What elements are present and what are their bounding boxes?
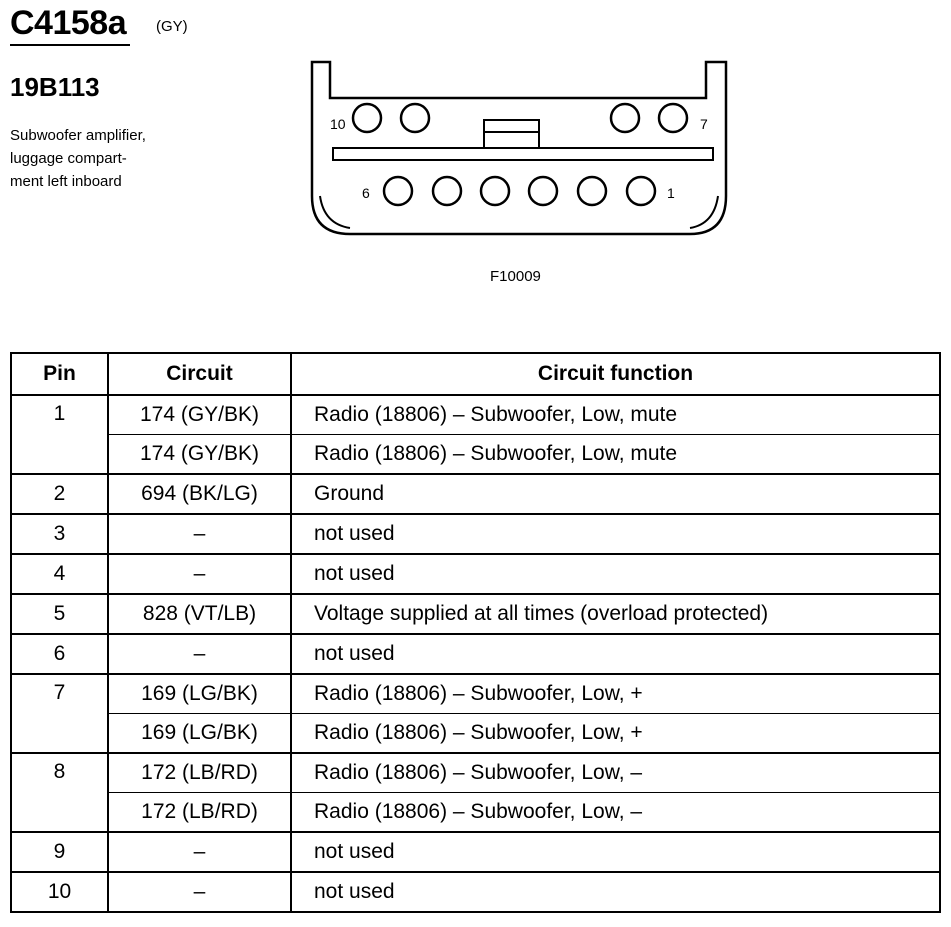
circuit-cell: 172 (LB/RD) bbox=[108, 793, 291, 833]
color-code: (GY) bbox=[156, 18, 188, 35]
circuit-cell: – bbox=[108, 832, 291, 872]
pin-6-cavity bbox=[384, 177, 412, 205]
pin-number: 6 bbox=[11, 634, 108, 674]
function-cell: not used bbox=[291, 832, 940, 872]
function-cell: Radio (18806) – Subwoofer, Low, + bbox=[291, 714, 940, 754]
table-row bbox=[11, 832, 940, 872]
pin-label-7: 7 bbox=[700, 116, 708, 132]
table-row bbox=[11, 634, 940, 674]
circuit-cell: 172 (LB/RD) bbox=[108, 753, 291, 793]
circuit-cell: – bbox=[108, 514, 291, 554]
table-row bbox=[11, 435, 940, 475]
pin-7-cavity bbox=[659, 104, 687, 132]
pin-3-cavity bbox=[529, 177, 557, 205]
pin-number: 3 bbox=[11, 514, 108, 554]
circuit-cell: – bbox=[108, 872, 291, 912]
pin-5-cavity bbox=[433, 177, 461, 205]
divider-bar bbox=[333, 148, 713, 160]
pin-8-cavity bbox=[611, 104, 639, 132]
header-pin: Pin bbox=[11, 353, 108, 395]
circuit-cell: 694 (BK/LG) bbox=[108, 474, 291, 514]
circuit-cell: 169 (LG/BK) bbox=[108, 714, 291, 754]
location-description bbox=[10, 124, 200, 193]
connector-id: C4158a bbox=[10, 2, 130, 46]
pin-number: 8 bbox=[11, 753, 108, 832]
table-row bbox=[11, 514, 940, 554]
connector-face-diagram bbox=[300, 56, 750, 246]
pin-label-6: 6 bbox=[362, 185, 370, 201]
function-cell: not used bbox=[291, 554, 940, 594]
pin-label-1: 1 bbox=[667, 185, 675, 201]
header-circuit-function: Circuit function bbox=[291, 353, 940, 395]
function-cell: not used bbox=[291, 872, 940, 912]
pin-number: 4 bbox=[11, 554, 108, 594]
table-row bbox=[11, 714, 940, 754]
function-cell: Ground bbox=[291, 474, 940, 514]
description-line: luggage compart- bbox=[10, 150, 127, 167]
function-cell: Radio (18806) – Subwoofer, Low, mute bbox=[291, 395, 940, 435]
function-cell: Radio (18806) – Subwoofer, Low, – bbox=[291, 753, 940, 793]
function-cell: not used bbox=[291, 634, 940, 674]
pin-1-cavity bbox=[627, 177, 655, 205]
table-row bbox=[11, 395, 940, 435]
function-cell: not used bbox=[291, 514, 940, 554]
table-row bbox=[11, 753, 940, 793]
function-cell: Radio (18806) – Subwoofer, Low, – bbox=[291, 793, 940, 833]
function-cell: Voltage supplied at all times (overload protected) bbox=[291, 594, 940, 634]
table-header-row bbox=[11, 353, 940, 395]
table-row bbox=[11, 554, 940, 594]
pin-number: 10 bbox=[11, 872, 108, 912]
header-circuit: Circuit bbox=[108, 353, 291, 395]
table-row bbox=[11, 474, 940, 514]
pin-2-cavity bbox=[578, 177, 606, 205]
pin-10-cavity bbox=[353, 104, 381, 132]
pin-number: 5 bbox=[11, 594, 108, 634]
circuit-cell: 174 (GY/BK) bbox=[108, 395, 291, 435]
description-line: ment left inboard bbox=[10, 173, 122, 190]
pin-4-cavity bbox=[481, 177, 509, 205]
table-row bbox=[11, 872, 940, 912]
pin-number: 2 bbox=[11, 474, 108, 514]
table-row bbox=[11, 793, 940, 833]
part-number: 19B113 bbox=[10, 72, 100, 102]
function-cell: Radio (18806) – Subwoofer, Low, mute bbox=[291, 435, 940, 475]
circuit-cell: 174 (GY/BK) bbox=[108, 435, 291, 475]
description-line: Subwoofer amplifier, bbox=[10, 127, 146, 144]
table-row bbox=[11, 594, 940, 634]
pin-number: 7 bbox=[11, 674, 108, 753]
circuit-cell: 169 (LG/BK) bbox=[108, 674, 291, 714]
pin-table bbox=[10, 352, 941, 913]
table-row bbox=[11, 674, 940, 714]
pin-9-cavity bbox=[401, 104, 429, 132]
circuit-cell: 828 (VT/LB) bbox=[108, 594, 291, 634]
pin-number: 1 bbox=[11, 395, 108, 474]
pin-label-10: 10 bbox=[330, 116, 346, 132]
latch-tab bbox=[484, 120, 539, 148]
function-cell: Radio (18806) – Subwoofer, Low, + bbox=[291, 674, 940, 714]
pin-number: 9 bbox=[11, 832, 108, 872]
figure-id: F10009 bbox=[490, 268, 541, 285]
circuit-cell: – bbox=[108, 554, 291, 594]
circuit-cell: – bbox=[108, 634, 291, 674]
